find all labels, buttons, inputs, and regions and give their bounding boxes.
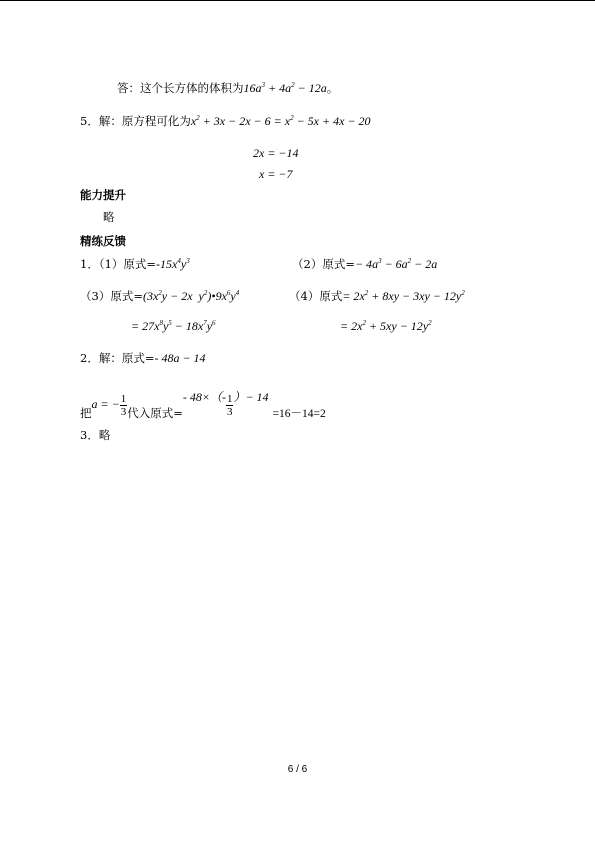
top-rule	[0, 0, 595, 1]
problem-5-equation: $x^2 + 3x - 2x - 6 = x^2 - 5x + 4x - 20$	[190, 114, 371, 128]
q2-sub-mid: 代入原式=	[127, 406, 183, 420]
q1-part3-expression: ($3x^2y - 2x$ $y^2)•9x^6y^4$	[142, 289, 240, 303]
problem-5-line	[80, 114, 371, 129]
q2-sub-prefix: 把	[80, 406, 92, 420]
q2-fraction: $\frac{1}{3}$	[120, 392, 127, 418]
q1-part4-expression: = $2x^2 + 8xy - 3xy - 12y^2$	[342, 289, 465, 303]
q2-expression: - 48a − 14	[154, 351, 206, 365]
q2-calc-fraction: $\frac{1}{3}$	[226, 392, 233, 418]
answer-suffix: 。	[326, 81, 339, 95]
problem-5-step-2: x = −7	[259, 167, 293, 181]
q1-part2	[292, 257, 437, 272]
q2-sub-a: a = −	[91, 397, 120, 411]
q3-line: 3．略	[80, 428, 111, 442]
section-title-ability: 能力提升	[80, 188, 126, 202]
q1-part2-label: （2）原式=	[292, 257, 355, 271]
q1-part1-expression: $-15x^4y^3$	[156, 257, 190, 271]
q1-part3-label: （3）原式=	[80, 289, 143, 303]
q1-part3-step: = $27x^8y^5 - 18x^7y^6$	[131, 319, 216, 333]
page-number: 6 / 6	[287, 764, 308, 775]
q2-calc-b: ）− 14	[233, 390, 269, 404]
q1-part2-expression: − $4a^3 - 6a^2 - 2a$	[354, 257, 438, 271]
q1-part3	[80, 289, 239, 304]
q1-part1-label: 1．（1）原式=	[80, 257, 157, 271]
q2-result: =16－14=2	[272, 408, 326, 420]
problem-5-step-1: 2x = −14	[253, 146, 299, 160]
q1-part4	[289, 289, 465, 304]
answer-line	[117, 81, 338, 96]
q2-line	[80, 351, 206, 366]
q1-part1	[80, 257, 190, 272]
q1-part4-step: = $2x^2 + 5xy - 12y^2$	[340, 319, 432, 333]
q2-label: 2．解：原式=	[80, 351, 155, 365]
q1-part4-label: （4）原式	[289, 289, 343, 303]
q2-substitution	[80, 384, 326, 427]
answer-expression: $16a^3 + 4a^2 - 12a$	[243, 81, 327, 95]
section-title-practice: 精练反馈	[80, 234, 126, 248]
answer-prefix: 答：这个长方体的体积为	[117, 81, 244, 95]
q2-calc-a: - 48×（-	[182, 390, 226, 404]
section-ability-body: 略	[103, 210, 115, 224]
problem-5-label: 5．解：原方程可化为	[80, 114, 191, 128]
